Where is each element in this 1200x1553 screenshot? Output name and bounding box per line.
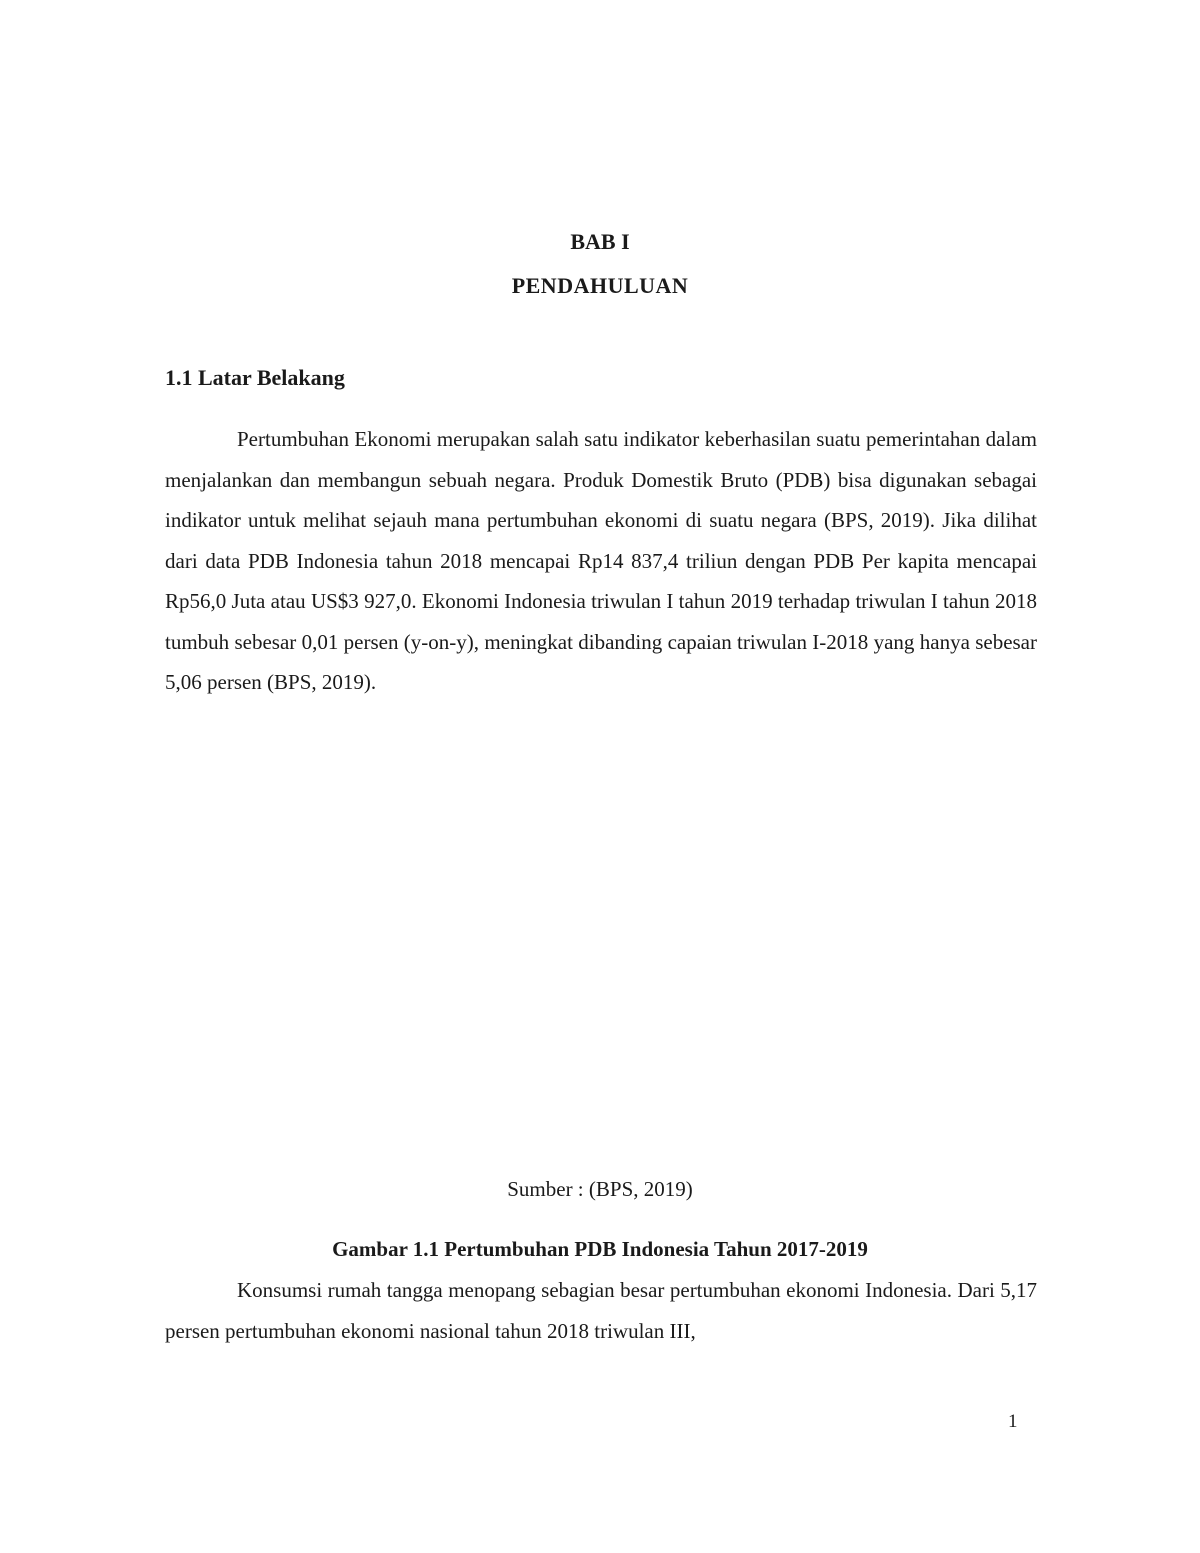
chapter-number: BAB I: [570, 229, 630, 254]
section-heading: 1.1 Latar Belakang: [165, 365, 345, 390]
chapter-title: PENDAHULUAN: [511, 273, 689, 298]
figure-source: Sumber : (BPS, 2019): [507, 1177, 693, 1201]
body-paragraph-1: Pertumbuhan Ekonomi merupakan salah satu indikator keberhasilan suatu pemerintahan dalam menjalankan dan membangun sebuah negara. Produk Domestik Bruto (PDB) bisa digunakan sebagai indikator untuk melihat sejauh mana pertumbuhan ekonomi di suatu negara (BPS, 2019). Jika dilihat dari data PDB Indonesia tahun 2018 mencapai Rp14 837,4 triliun dengan PDB Per kapita mencapai Rp56,0 Juta atau US$3 927,0. Ekonomi Indonesia triwulan I tahun 2019 terhadap triwulan I tahun 2018 tumbuh sebesar 0,01 persen (y-on-y), meningkat dibanding capaian triwulan I-2018 yang hanya sebesar 5,06 persen (BPS, 2019).: [165, 427, 1037, 694]
body-paragraph-2: Konsumsi rumah tangga menopang sebagian besar pertumbuhan ekonomi Indonesia. Dari 5,17 persen pertumbuhan ekonomi nasional tahun 2018 triwulan III,: [165, 1278, 1037, 1343]
figure-placeholder: [165, 760, 1037, 1150]
page-number: 1: [1008, 1411, 1018, 1432]
figure-caption: Gambar 1.1 Pertumbuhan PDB Indonesia Tahun 2017-2019: [332, 1237, 868, 1261]
